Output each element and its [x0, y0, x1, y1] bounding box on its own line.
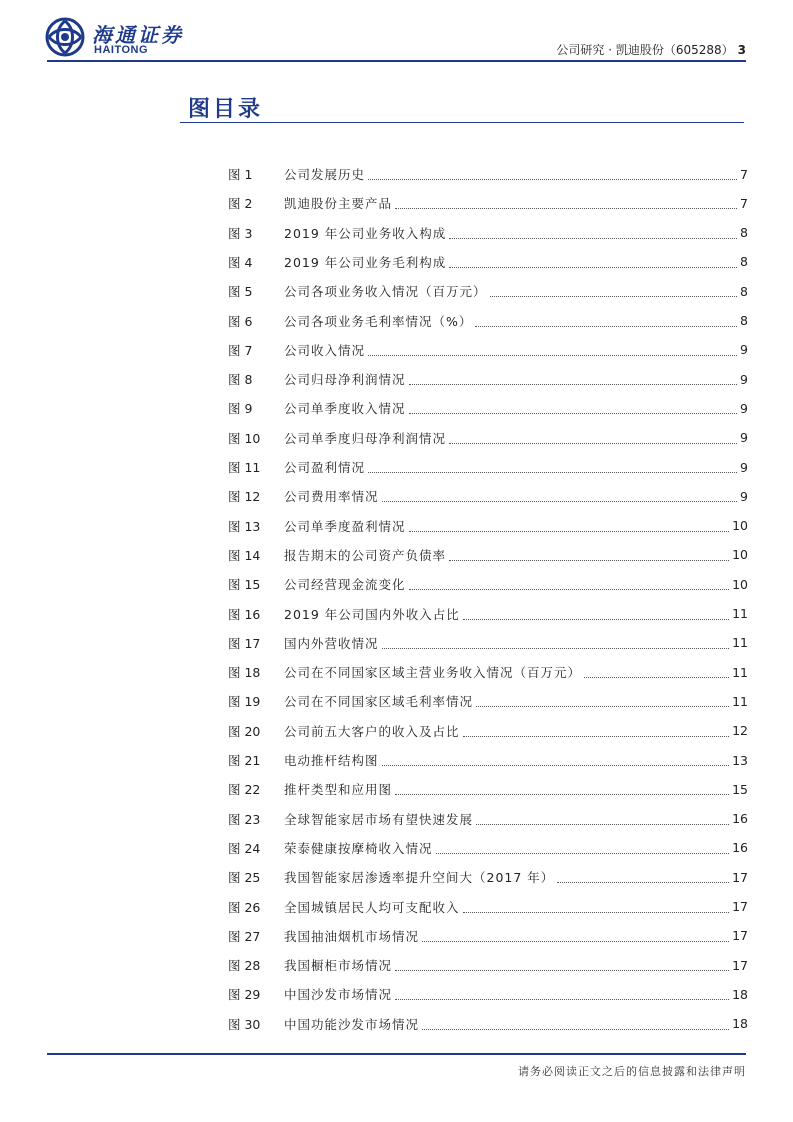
- toc-leader-dots: [436, 852, 730, 854]
- toc-figure-label: 图 21: [228, 753, 261, 768]
- brand-name-en: HAITONG: [94, 44, 149, 56]
- page-title: 图目录: [188, 96, 264, 122]
- toc-page-number: 10: [732, 576, 748, 592]
- toc-page-number: 12: [732, 723, 748, 739]
- toc-leader-dots: [395, 998, 729, 1000]
- haitong-emblem-icon: [45, 17, 85, 57]
- toc-entry-title: 公司在不同国家区域主营业务收入情况（百万元）: [284, 665, 582, 681]
- toc-leader-dots: [476, 705, 729, 707]
- title-divider: [180, 122, 744, 123]
- footer-divider: [47, 1053, 746, 1055]
- toc-figure-label: 图 4: [228, 254, 253, 270]
- toc-page-number: 17: [732, 899, 748, 914]
- toc-entry[interactable]: [228, 866, 748, 888]
- toc-figure-label: 图 25: [228, 870, 261, 886]
- toc-leader-dots: [395, 793, 729, 795]
- toc-figure-label: 图 29: [228, 987, 261, 1003]
- disclaimer-footer: 请务必阅读正文之后的信息披露和法律声明: [518, 1065, 746, 1078]
- toc-entry-title: 中国功能沙发市场情况: [284, 1016, 420, 1032]
- toc-entry-title: 全球智能家居市场有望快速发展: [284, 811, 474, 827]
- toc-entry[interactable]: [228, 983, 748, 1005]
- toc-entry[interactable]: [228, 778, 748, 800]
- toc-page-number: 9: [740, 488, 748, 504]
- toc-figure-label: 图 3: [228, 225, 253, 241]
- toc-figure-label: 图 8: [228, 372, 253, 388]
- toc-leader-dots: [557, 881, 729, 883]
- toc-page-number: 9: [740, 400, 748, 416]
- toc-leader-dots: [490, 295, 738, 297]
- toc-entry[interactable]: [228, 749, 748, 771]
- toc-entry-title: 电动推杆结构图: [284, 753, 379, 768]
- toc-figure-label: 图 7: [228, 342, 253, 358]
- toc-leader-dots: [382, 647, 730, 649]
- toc-entry[interactable]: [228, 690, 748, 712]
- toc-page-number: 11: [732, 664, 748, 680]
- toc-entry-title: 我国智能家居渗透率提升空间大（2017 年）: [284, 870, 555, 886]
- toc-page-number: 11: [732, 606, 748, 621]
- toc-figure-label: 图 1: [228, 167, 253, 182]
- toc-leader-dots: [463, 618, 729, 620]
- toc-leader-dots: [422, 1028, 729, 1030]
- toc-leader-dots: [476, 823, 729, 825]
- toc-figure-label: 图 17: [228, 635, 261, 651]
- toc-leader-dots: [422, 940, 729, 942]
- toc-leader-dots: [382, 500, 738, 502]
- toc-entry[interactable]: [228, 661, 748, 683]
- toc-leader-dots: [409, 588, 730, 590]
- toc-entry[interactable]: [228, 1013, 748, 1035]
- toc-entry-title: 公司发展历史: [284, 167, 366, 182]
- toc-leader-dots: [368, 471, 737, 473]
- toc-page-number: 18: [732, 1016, 748, 1032]
- toc-leader-dots: [449, 266, 737, 268]
- toc-figure-label: 图 24: [228, 840, 261, 856]
- toc-page-number: 16: [732, 840, 748, 856]
- toc-entry[interactable]: [228, 222, 748, 244]
- toc-entry[interactable]: [228, 720, 748, 742]
- toc-page-number: 16: [732, 811, 748, 827]
- toc-entry-title: 中国沙发市场情况: [284, 987, 393, 1003]
- haitong-logo: [45, 17, 195, 59]
- toc-entry-title: 公司单季度盈利情况: [284, 518, 406, 534]
- toc-page-number: 11: [732, 635, 748, 651]
- toc-leader-dots: [449, 559, 729, 561]
- toc-entry-title: 公司各项业务收入情况（百万元）: [284, 284, 487, 300]
- toc-entry-title: 公司费用率情况: [284, 489, 379, 505]
- toc-entry[interactable]: [228, 808, 748, 830]
- toc-figure-label: 图 20: [228, 723, 261, 739]
- toc-figure-label: 图 19: [228, 694, 261, 710]
- toc-leader-dots: [463, 735, 730, 737]
- toc-entry-title: 报告期末的公司资产负债率: [284, 547, 447, 563]
- toc-entry-title: 公司单季度收入情况: [284, 401, 406, 417]
- brand-name-cn: 海通证券: [92, 23, 184, 47]
- toc-page-number: 9: [740, 459, 748, 475]
- toc-page-number: 10: [732, 547, 748, 563]
- toc-entry[interactable]: [228, 251, 748, 273]
- toc-leader-dots: [368, 178, 737, 180]
- toc-entry-title: 公司单季度归母净利润情况: [284, 430, 447, 446]
- toc-leader-dots: [395, 969, 729, 971]
- toc-figure-label: 图 14: [228, 547, 261, 563]
- toc-entry[interactable]: [228, 427, 748, 449]
- toc-entry-title: 公司经营现金流变化: [284, 577, 406, 593]
- toc-entry-title: 2019 年公司业务收入构成: [284, 225, 447, 241]
- toc-figure-label: 图 11: [228, 460, 261, 475]
- running-header: [556, 41, 746, 58]
- toc-figure-label: 图 27: [228, 928, 261, 944]
- toc-entry[interactable]: [228, 573, 748, 595]
- toc-page-number: 10: [732, 518, 748, 534]
- header-divider: [47, 60, 746, 62]
- toc-page-number: 17: [732, 928, 748, 944]
- toc-entry[interactable]: [228, 515, 748, 537]
- toc-figure-label: 图 9: [228, 401, 253, 417]
- toc-entry-title: 2019 年公司国内外收入占比: [284, 606, 460, 622]
- page-number: 3: [737, 43, 746, 57]
- toc-figure-label: 图 5: [228, 284, 253, 300]
- toc-page-number: 15: [732, 781, 748, 797]
- toc-leader-dots: [463, 911, 730, 913]
- toc-page-number: 9: [740, 342, 748, 358]
- toc-page-number: 7: [740, 166, 748, 182]
- toc-figure-label: 图 15: [228, 577, 261, 593]
- toc-entry-title: 荣泰健康按摩椅收入情况: [284, 840, 433, 856]
- toc-figure-label: 图 26: [228, 899, 261, 915]
- toc-entry[interactable]: [228, 925, 748, 947]
- toc-entry-title: 全国城镇居民人均可支配收入: [284, 899, 460, 915]
- toc-leader-dots: [409, 530, 730, 532]
- toc-entry[interactable]: [228, 456, 748, 478]
- toc-entry-title: 公司各项业务毛利率情况（%）: [284, 313, 473, 329]
- toc-figure-label: 图 13: [228, 518, 261, 534]
- toc-leader-dots: [475, 325, 737, 327]
- toc-entry-title: 凯迪股份主要产品: [284, 196, 393, 212]
- toc-entry[interactable]: [228, 632, 748, 654]
- toc-page-number: 11: [732, 693, 748, 709]
- toc-figure-label: 图 23: [228, 811, 261, 827]
- toc-entry[interactable]: [228, 544, 748, 566]
- toc-figure-label: 图 6: [228, 313, 253, 329]
- toc-page-number: 9: [740, 430, 748, 446]
- toc-leader-dots: [449, 442, 737, 444]
- toc-figure-label: 图 10: [228, 430, 261, 446]
- toc-entry[interactable]: [228, 368, 748, 390]
- toc-leader-dots: [395, 207, 737, 209]
- toc-entry[interactable]: [228, 837, 748, 859]
- toc-entry[interactable]: [228, 954, 748, 976]
- toc-entry-title: 公司收入情况: [284, 342, 366, 358]
- toc-entry[interactable]: [228, 280, 748, 302]
- toc-figure-label: 图 30: [228, 1016, 261, 1032]
- toc-leader-dots: [368, 354, 737, 356]
- toc-entry-title: 我国抽油烟机市场情况: [284, 928, 420, 944]
- toc-entry[interactable]: [228, 192, 748, 214]
- toc-page-number: 8: [740, 313, 748, 328]
- toc-page-number: 18: [732, 986, 748, 1002]
- toc-entry[interactable]: [228, 603, 748, 625]
- toc-entry-title: 公司前五大客户的收入及占比: [284, 723, 460, 739]
- toc-leader-dots: [409, 383, 738, 385]
- toc-figure-label: 图 16: [228, 606, 261, 622]
- toc-figure-label: 图 18: [228, 665, 261, 681]
- toc-entry[interactable]: [228, 896, 748, 918]
- toc-entry[interactable]: [228, 163, 748, 185]
- toc-figure-label: 图 12: [228, 489, 261, 505]
- toc-page-number: 9: [740, 371, 748, 387]
- toc-entry[interactable]: [228, 397, 748, 419]
- report-label: 公司研究 · 凯迪股份（605288）: [556, 43, 734, 57]
- toc-entry[interactable]: [228, 339, 748, 361]
- toc-page-number: 17: [732, 869, 748, 885]
- toc-entry-title: 2019 年公司业务毛利构成: [284, 254, 447, 270]
- toc-page-number: 8: [740, 254, 748, 270]
- toc-entry[interactable]: [228, 485, 748, 507]
- toc-figure-label: 图 2: [228, 196, 253, 212]
- toc-entry-title: 公司在不同国家区域毛利率情况: [284, 694, 474, 710]
- toc-leader-dots: [382, 764, 730, 766]
- toc-leader-dots: [409, 412, 738, 414]
- toc-entry-title: 公司归母净利润情况: [284, 372, 406, 388]
- toc-entry-title: 我国橱柜市场情况: [284, 958, 393, 974]
- toc-entry-title: 公司盈利情况: [284, 460, 366, 475]
- toc-figure-label: 图 28: [228, 958, 261, 974]
- toc-page-number: 17: [732, 957, 748, 973]
- toc-page-number: 8: [740, 225, 748, 241]
- toc-leader-dots: [449, 237, 737, 239]
- toc-entry-title: 推杆类型和应用图: [284, 782, 393, 798]
- toc-page-number: 8: [740, 283, 748, 299]
- toc-leader-dots: [584, 676, 729, 678]
- toc-figure-label: 图 22: [228, 782, 261, 798]
- toc-entry[interactable]: [228, 310, 748, 332]
- toc-entry-title: 国内外营收情况: [284, 635, 379, 651]
- toc-page-number: 13: [732, 752, 748, 768]
- toc-page-number: 7: [740, 195, 748, 211]
